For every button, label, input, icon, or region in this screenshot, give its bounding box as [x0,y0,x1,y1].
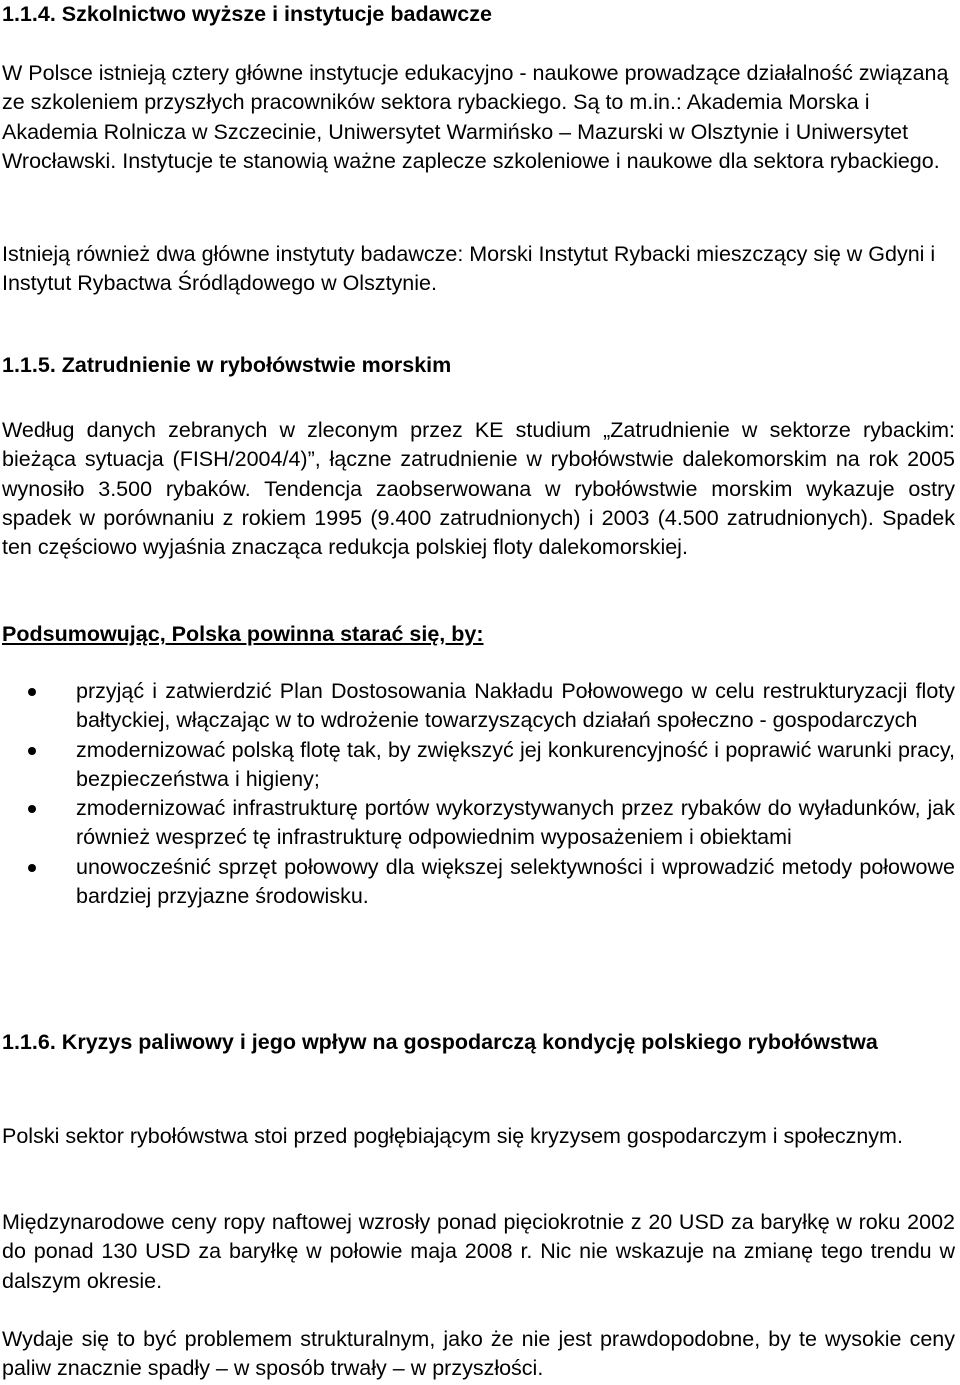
list-item [2,853,955,912]
paragraph-employment: Według danych zebranych w zleconym przez KE studium „Zatrudnienie w sektorze rybackim: bieżąca sytuacja (FISH/2004/4)”, łączne zatrudnienie w rybołówstwie dalekomorskim na rok 2005 wynosiło 3.500 rybaków. Tendencja zaobserwowana w rybołówstwie morskim wykazuje ostry spadek w porównaniu z rokiem 1995 (9.400 zatrudnionych) i 2003 (4.500 zatrudnionych). Spadek ten częściowo wyjaśnia znacząca redukcja polskiej floty dalekomorskiej. [2,418,955,560]
paragraph-oil-prices: Międzynarodowe ceny ropy naftowej wzrosły ponad pięciokrotnie z 20 USD za baryłkę w roku 2002 do ponad 130 USD za baryłkę w połowie maja 2008 r. Nic nie wskazuje na zmianę tego trendu w dalszym okresie. [2,1210,955,1293]
section-number: 1.1.5. [2,353,56,377]
list-item-text: unowocześnić sprzęt połowowy dla większej selektywności i wprowadzić metody połowowe bardziej przyjazne środowisku. [76,854,955,909]
paragraph-research-institutes: Istnieją również dwa główne instytuty badawcze: Morski Instytut Rybacki mieszczący się w Gdyni i Instytut Rybactwa Śródlądowego w Olsztynie. [2,242,936,296]
list-item-text: zmodernizować infrastrukturę portów wykorzystywanych przez rybaków do wyładunków, jak również wesprzeć tę infrastrukturę odpowiednim wyposażeniem i obiektami [76,796,955,850]
summary-heading: Podsumowując, Polska powinna starać się, by: [2,622,484,646]
list-item-text: zmodernizować polską flotę tak, by zwiększyć jej konkurencyjność i poprawić warunki pracy, bezpieczeństwa i higieny; [76,737,955,791]
paragraph-institutions: W Polsce istnieją cztery główne instytucje edukacyjno - naukowe prowadzące działalność związaną ze szkoleniem przyszłych pracowników sektora rybackiego. Są to m.in.: Akademia Morska i Akademia Rolnicza w Szczecinie, Uniwersytet Warmińsko – Mazurski w Olsztynie i Uniwersytet Wrocławski. Instytucje te stanowią ważne zaplecze szkoleniowe i naukowe dla sektora rybackiego. [2,61,949,173]
section-heading-1-1-5 [2,351,955,380]
recommendations-list [2,677,955,911]
list-item [2,736,955,795]
bullet-icon [28,805,36,813]
bullet-icon [28,747,36,755]
list-item-text: przyjąć i zatwierdzić Plan Dostosowania Nakładu Połowowego w celu restrukturyzacji floty bałtyckiej, włączając w to wdrożenie towarzyszących działań społeczno - gospodarczych [76,679,955,733]
section-title: Zatrudnienie w rybołówstwie morskim [61,353,452,377]
list-item [2,794,955,853]
section-number: 1.1.6. [2,1030,56,1054]
bullet-icon [28,864,36,872]
section-title: Szkolnictwo wyższe i instytucje badawcze [61,2,492,26]
paragraph-structural-problem: Wydaje się to być problemem strukturalnym, jako że nie jest prawdopodobne, by te wysokie ceny paliw znacznie spadły – w sposób trwały – w przyszłości. [2,1327,955,1381]
section-title: Kryzys paliwowy i jego wpływ na gospodarczą kondycję polskiego rybołówstwa [61,1030,878,1054]
bullet-icon [28,688,36,696]
list-item [2,677,955,736]
paragraph-crisis: Polski sektor rybołówstwa stoi przed pogłębiającym się kryzysem gospodarczym i społecznym. [2,1124,903,1148]
section-heading-1-1-4 [2,0,955,29]
section-number: 1.1.4. [2,2,56,26]
section-heading-1-1-6 [2,1028,955,1057]
